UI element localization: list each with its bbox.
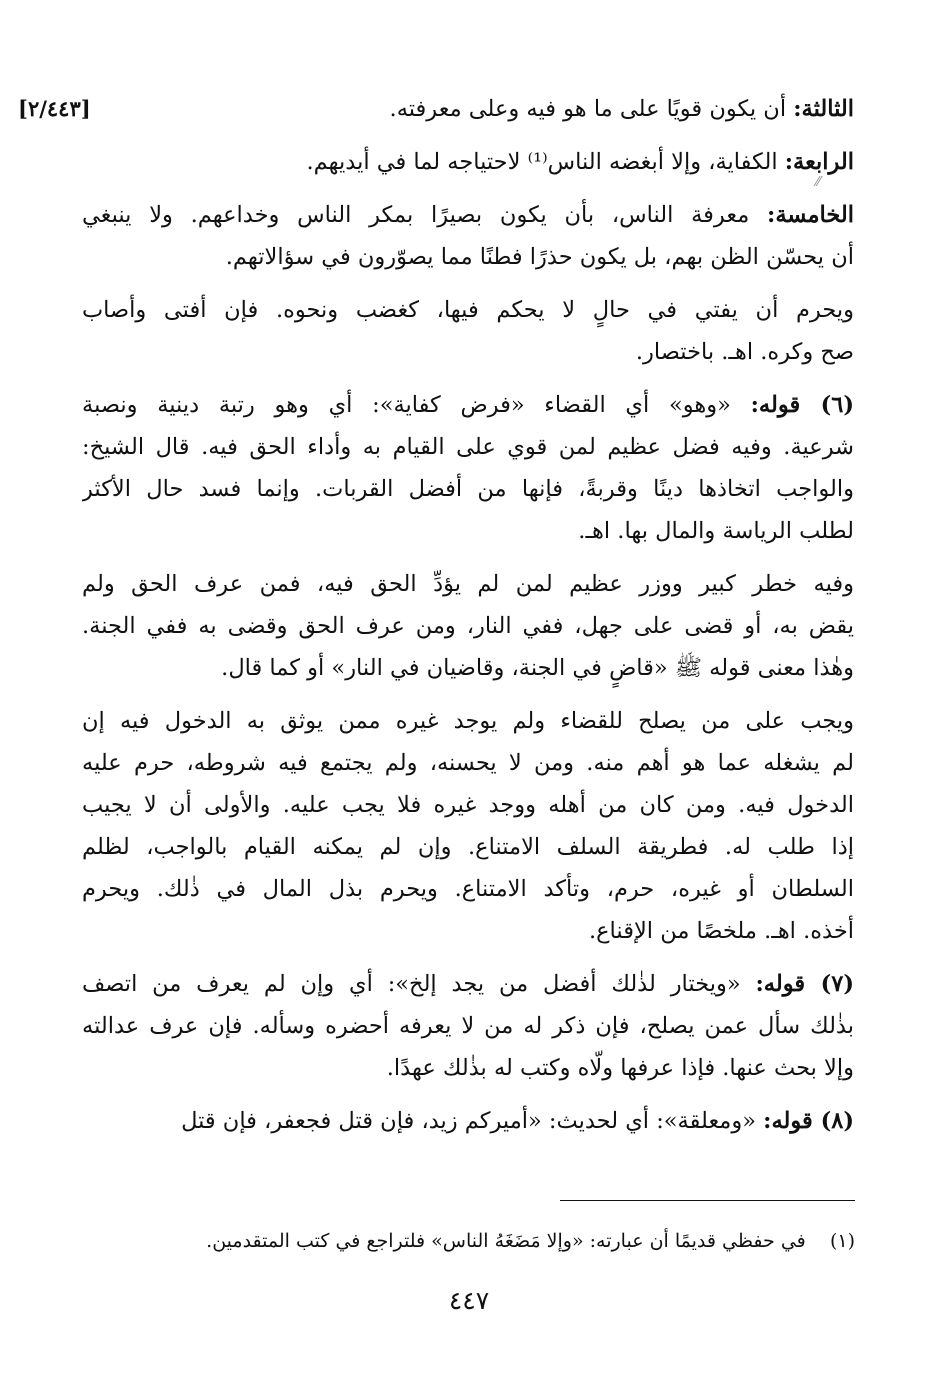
line-text: يقض به، أو قضى على جهل، ففي النار، ومن عرف الحق وقضى به ففي الجنة. <box>82 613 854 639</box>
text-line <box>82 868 854 910</box>
text-line <box>82 510 854 552</box>
footnote-separator <box>560 1200 855 1201</box>
line-text: صح وكره. اهـ. باختصار. <box>635 339 854 365</box>
line-text: والواجب اتخاذها دينًا وقربةً، فإنها من أفضل القربات. وإنما فسد حال الأكثر <box>82 476 854 502</box>
paragraph <box>82 1100 854 1142</box>
paragraph-lead: (٦) قوله: <box>750 392 854 418</box>
text-line <box>82 742 854 784</box>
paragraph-lead: (٧) قوله: <box>755 971 854 997</box>
line-text: وإلا بحث عنها. فإذا عرفها ولّاه وكتب له بذٰلك عهدًا. <box>386 1055 854 1081</box>
text-line <box>82 384 854 426</box>
paragraph <box>82 88 854 130</box>
text-line <box>82 236 854 278</box>
paragraph <box>82 700 854 952</box>
text-line <box>82 194 854 236</box>
text-line <box>82 331 854 373</box>
text-line <box>82 647 854 689</box>
line-text: لم يشغله عما هو أهم منه. ومن لا يحسنه، ولم يجتمع فيه شروطه، حرم عليه <box>82 750 854 776</box>
line-text: السلطان أو غيره، حرم، وتأكد الامتناع. ويحرم بذل المال في ذٰلك. ويحرم <box>82 876 854 902</box>
footnote-text: في حفظي قديمًا أن عبارته: «وإلا مَضَغَهُ الناس» فلتراجع في كتب المتقدمين. <box>206 1230 806 1252</box>
text-line <box>82 468 854 510</box>
footnote <box>150 1226 855 1256</box>
text-line <box>82 289 854 331</box>
text-line <box>82 1100 854 1142</box>
text-line <box>82 910 854 952</box>
text-line <box>82 426 854 468</box>
text-line <box>82 141 854 183</box>
margin-mark: ⁄⁄ <box>816 175 821 190</box>
line-text: لطلب الرياسة والمال بها. اهـ. <box>578 518 854 544</box>
paragraph <box>82 194 854 278</box>
line-text: أخذه. اهـ. ملخصًا من الإقناع. <box>588 918 854 944</box>
line-text: «ومعلقة»: أي لحديث: «أميركم زيد، فإن قتل فجعفر، فإن قتل <box>181 1108 756 1134</box>
line-text: ويجب على من يصلح للقضاء ولم يوجد غيره ممن يوثق به الدخول فيه إن <box>82 708 854 734</box>
line-text: أن يحسّن الظن بهم، بل يكون حذرًا فطنًا مما يصوّرون في سؤالاتهم. <box>225 244 854 270</box>
paragraph <box>82 963 854 1089</box>
margin-page-reference: [٢/٤٤٣] <box>18 96 91 121</box>
paragraph-lead: الرابعة: <box>784 149 854 175</box>
line-text: وفيه خطر كبير ووزر عظيم لمن لم يؤدِّ الحق فيه، فمن عرف الحق ولم <box>82 571 854 597</box>
text-line <box>82 700 854 742</box>
text-line <box>82 963 854 1005</box>
paragraph-lead: (٨) قوله: <box>763 1108 854 1134</box>
line-text: وهٰذا معنى قوله ﷺ «قاضٍ في الجنة، وقاضيان في النار» أو كما قال. <box>221 655 854 681</box>
text-line <box>82 826 854 868</box>
paragraph-lead: الثالثة: <box>793 96 854 122</box>
text-line <box>82 88 854 130</box>
line-text: أن يكون قويًا على ما هو فيه وعلى معرفته. <box>389 96 787 122</box>
line-text: «وهو» أي القضاء «فرض كفاية»: أي وهو رتبة دينية ونصبة <box>82 392 731 418</box>
text-line <box>82 1047 854 1089</box>
footnote-marker: (١) <box>829 1230 855 1252</box>
line-text: إذا طلب له. فطريقة السلف الامتناع. وإن لم يمكنه القيام بالواجب، لظلم <box>82 834 854 860</box>
main-text <box>82 88 854 1153</box>
line-text: الكفاية، وإلا أبغضه الناس⁽¹⁾ لاحتياجه لما في أيديهم. <box>306 149 778 175</box>
line-text: الدخول فيه. ومن كان من أهله ووجد غيره فلا يجب عليه. والأولى أن لا يجيب <box>82 792 854 818</box>
text-line <box>82 605 854 647</box>
paragraph <box>82 384 854 552</box>
paragraph <box>82 141 854 183</box>
paragraph <box>82 563 854 689</box>
page-number: ٤٤٧ <box>448 1286 490 1315</box>
line-text: «ويختار لذٰلك أفضل من يجد إلخ»: أي وإن لم يعرف من اتصف <box>82 971 741 997</box>
line-text: بذٰلك سأل عمن يصلح، فإن ذكر له من لا يعرفه أحضره وسأله. فإن عرف عدالته <box>82 1013 854 1039</box>
line-text: معرفة الناس، بأن يكون بصيرًا بمكر الناس وخداعهم. ولا ينبغي <box>82 202 750 228</box>
paragraph-lead: الخامسة: <box>767 202 854 228</box>
line-text: ويحرم أن يفتي في حالٍ لا يحكم فيها، كغضب ونحوه. فإن أفتى وأصاب <box>82 297 854 323</box>
paragraph <box>82 289 854 373</box>
line-text: شرعية. وفيه فضل عظيم لمن قوي على القيام به وأداء الحق فيه. قال الشيخ: <box>82 434 854 460</box>
text-line <box>82 784 854 826</box>
text-line <box>82 563 854 605</box>
text-line <box>82 1005 854 1047</box>
